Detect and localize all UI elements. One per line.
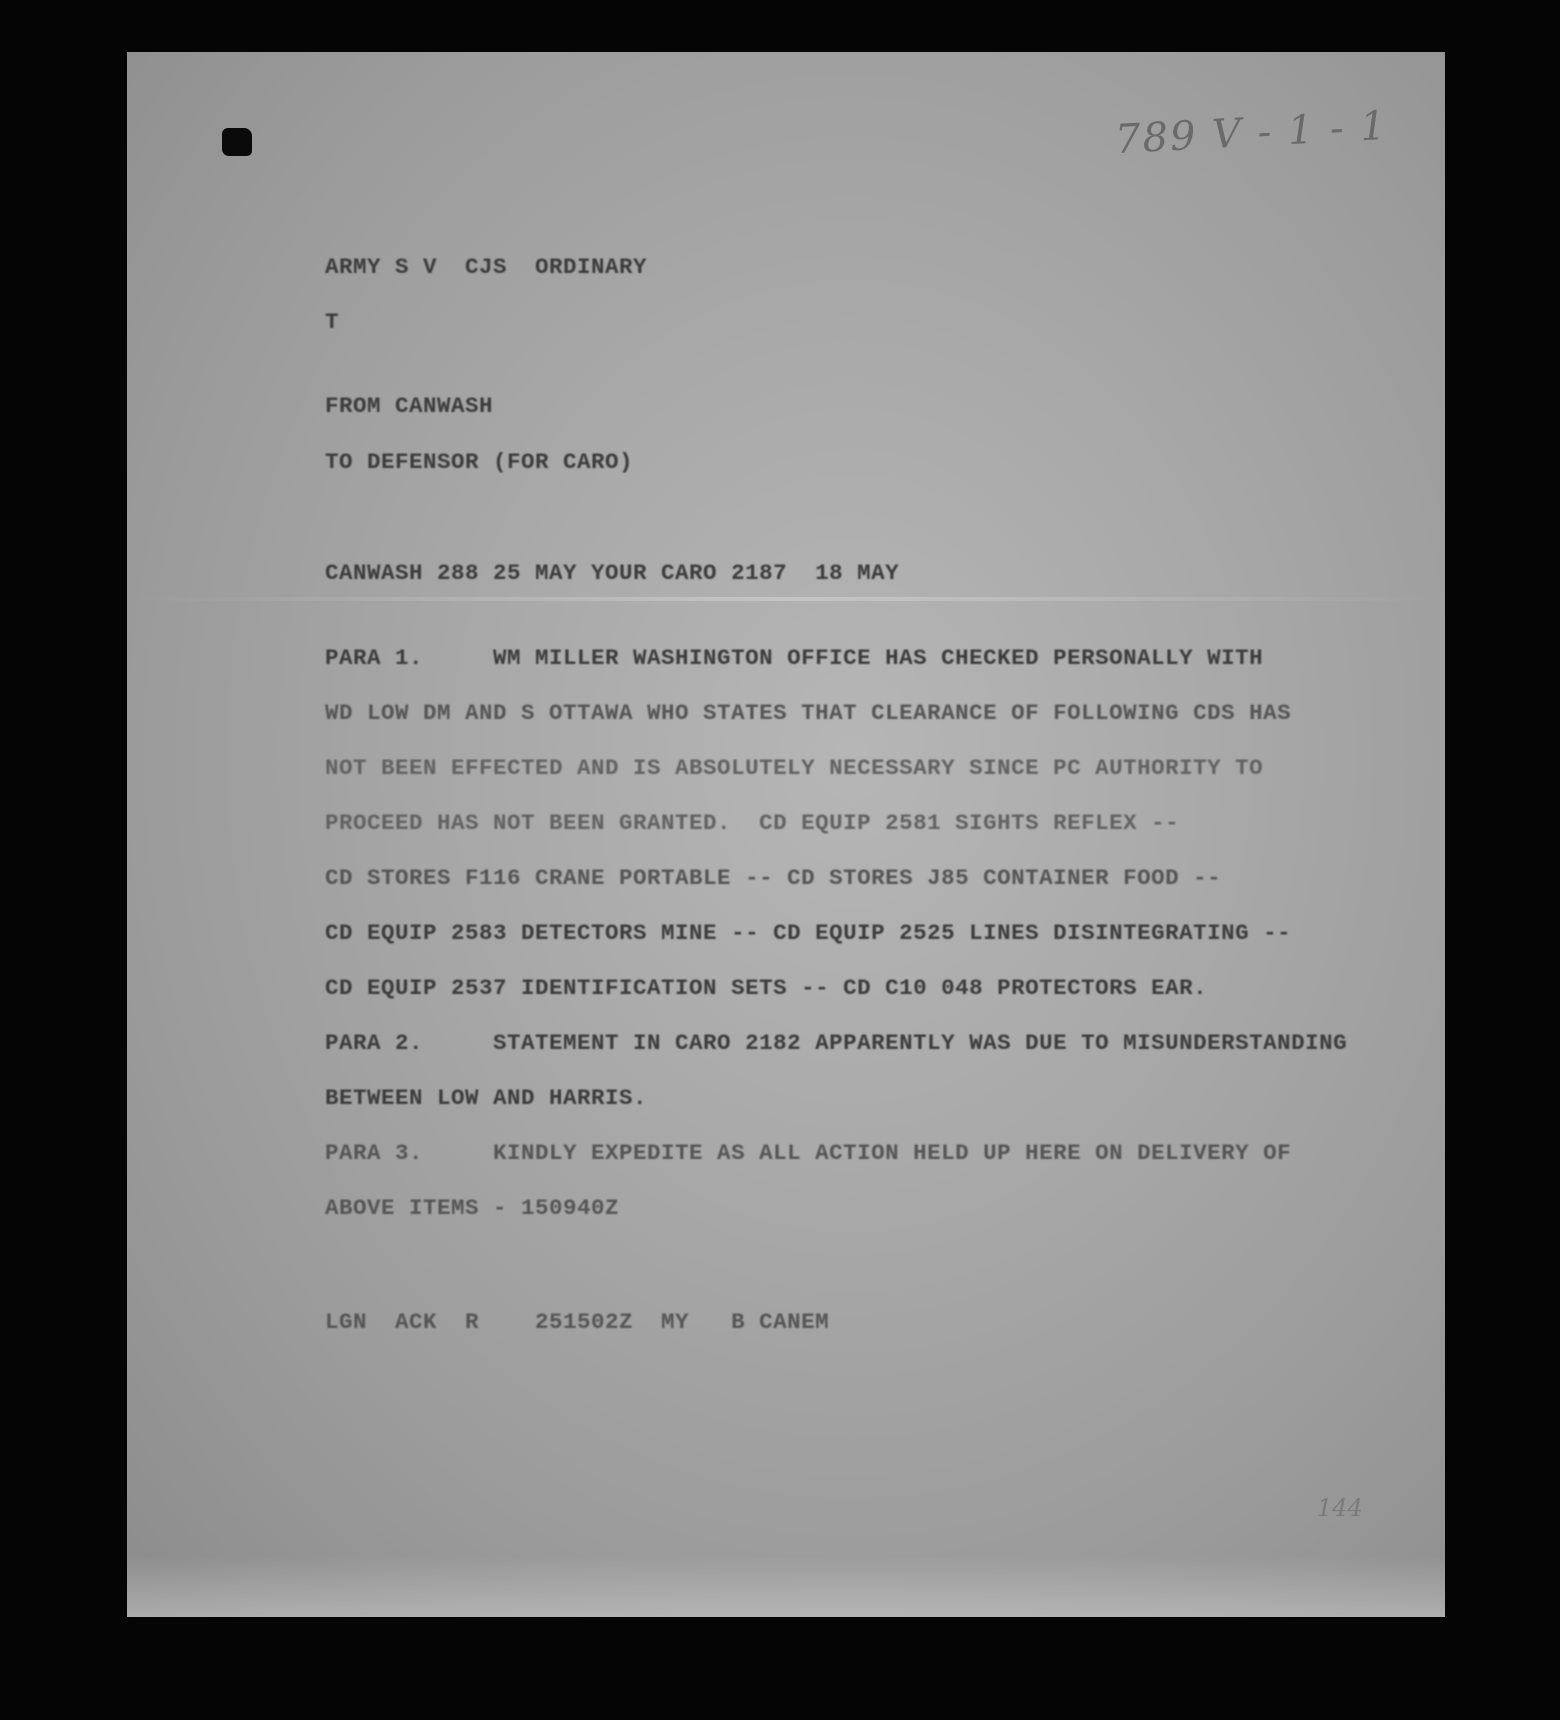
telegram-page [127,52,1445,1617]
body-line: CD EQUIP 2537 IDENTIFICATION SETS -- CD C10 048 PROTECTORS EAR. [325,975,1208,1001]
punch-hole [222,128,252,156]
from-line: FROM CANWASH [325,393,494,419]
body-line: CD STORES F116 CRANE PORTABLE -- CD STORES J85 CONTAINER FOOD -- [325,865,1222,891]
routing-line: ARMY S V CJS ORDINARY [325,254,648,280]
body-line: ABOVE ITEMS - 150940Z [325,1195,620,1221]
body-line: WD LOW DM AND S OTTAWA WHO STATES THAT CLEARANCE OF FOLLOWING CDS HAS [325,700,1292,726]
footer-line: LGN ACK R 251502Z MY B CANEM [325,1309,830,1335]
body-line: CD EQUIP 2583 DETECTORS MINE -- CD EQUIP 2525 LINES DISINTEGRATING -- [325,920,1292,946]
body-line: NOT BEEN EFFECTED AND IS ABSOLUTELY NECESSARY SINCE PC AUTHORITY TO [325,755,1264,781]
reference-line: CANWASH 288 25 MAY YOUR CARO 2187 18 MAY [325,560,900,586]
body-line: PARA 2. STATEMENT IN CARO 2182 APPARENTLY WAS DUE TO MISUNDERSTANDING [325,1030,1348,1056]
handwritten-page-mark: 144 [1317,1494,1363,1522]
body-line: PARA 3. KINDLY EXPEDITE AS ALL ACTION HELD UP HERE ON DELIVERY OF [325,1140,1292,1166]
body-line: PROCEED HAS NOT BEEN GRANTED. CD EQUIP 2581 SIGHTS REFLEX -- [325,810,1180,836]
body-line: PARA 1. WM MILLER WASHINGTON OFFICE HAS CHECKED PERSONALLY WITH [325,645,1264,671]
to-line: TO DEFENSOR (FOR CARO) [325,449,634,475]
precedence-line: T [325,309,340,335]
handwritten-file-number: 789 V - 1 - 1 [1113,102,1389,164]
body-line: BETWEEN LOW AND HARRIS. [325,1085,648,1111]
